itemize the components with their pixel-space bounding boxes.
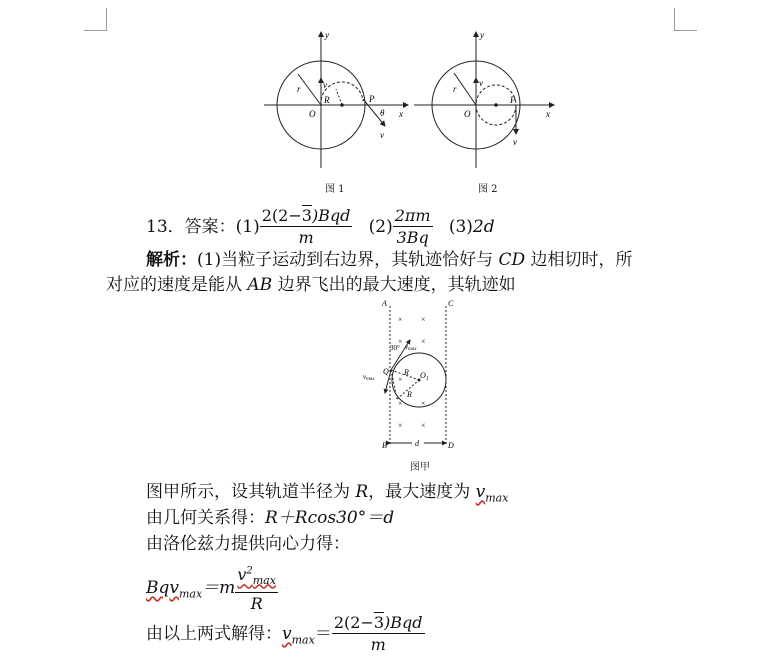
field-cross: ×: [421, 315, 426, 324]
label-c: C: [448, 299, 454, 308]
solution-line-3: 由洛伦兹力提供向心力得：: [146, 534, 350, 554]
axis-x-label: x: [399, 109, 403, 119]
figure-1: [260, 28, 412, 173]
label-width-d: d: [415, 439, 419, 448]
velocity-label: v: [323, 80, 327, 90]
axis-y-label: y: [480, 30, 484, 40]
analysis-line-1: 解析：(1)当粒子运动到右边界，其轨迹恰好与 CD 边相切时，所: [146, 250, 633, 270]
figure-2: [410, 28, 558, 173]
label-r: R: [407, 390, 412, 399]
solution-line-1: 图甲所示，设其轨道半径为 R，最大速度为 $v_{max}$: [146, 482, 509, 505]
velocity-label: v: [479, 78, 483, 88]
point-p-label: P: [369, 94, 375, 104]
field-cross: ×: [398, 375, 403, 384]
radius-label: r: [297, 84, 301, 94]
page-corner-mark: [84, 8, 107, 31]
field-cross: ×: [398, 421, 403, 430]
fraction: $\frac{\text{2(2−3)Bqd}}{m}$: [261, 206, 351, 247]
radius-label: r: [453, 84, 457, 94]
vmax-label: vmax: [363, 373, 375, 382]
figure-jia-caption: 图甲: [410, 462, 430, 473]
label-q: Q: [383, 367, 389, 376]
label-a: A: [382, 299, 387, 308]
origin-label: O: [309, 109, 316, 119]
axis-y-label: y: [325, 30, 329, 40]
solution-line-5: 由以上两式解得：$v_{max}=$ $\frac{\text{2(2−3)Bqd}}{m}$: [146, 613, 423, 654]
field-cross: ×: [398, 315, 403, 324]
field-cross: ×: [421, 399, 426, 408]
field-cross: ×: [421, 421, 426, 430]
theta-label: θ: [380, 108, 385, 118]
field-cross: ×: [398, 399, 403, 408]
answer-line: 13．答案：(1) $\frac{\text{2(2−3)Bqd}}{m}$ (2) $\frac{2\pi m}{3Bq}$ (3)2d: [146, 206, 495, 247]
analysis-line-2: 对应的速度是能从 AB 边界飞出的最大速度，其轨迹如: [106, 275, 516, 295]
label-d: D: [448, 441, 454, 450]
field-cross: ×: [398, 337, 403, 346]
figure-2-caption: 图 2: [478, 184, 498, 195]
field-cross: ×: [421, 337, 426, 346]
fraction: $\frac{v^2_{max}}{R}$: [235, 562, 278, 615]
origin-label: O: [464, 109, 471, 119]
figure-jia: [360, 296, 460, 454]
velocity-label: v: [380, 130, 384, 140]
fraction: $\frac{2\pi m}{3Bq}$: [394, 206, 431, 247]
label-o1: $O_1$: [420, 371, 429, 382]
angle-label: 30°: [390, 344, 400, 352]
figure-1-caption: 图 1: [325, 184, 345, 195]
solution-line-2: 由几何关系得：R＋Rcos30°＝d: [146, 508, 395, 528]
label-r: R: [404, 368, 409, 377]
point-p-label: P: [510, 95, 516, 105]
label-b: B: [382, 441, 387, 450]
fraction: $\frac{\text{2(2−3)Bqd}}{m}$: [333, 613, 423, 654]
axis-x-label: x: [546, 109, 550, 119]
vmax-label: vmax: [405, 343, 417, 352]
equation-lorentz: Bqv$_{max}$＝m $\frac{v^2_{max}}{R}$: [146, 562, 278, 618]
page-corner-mark: [674, 8, 697, 31]
track-radius-label: R: [324, 95, 330, 105]
velocity-label: v: [513, 137, 517, 147]
